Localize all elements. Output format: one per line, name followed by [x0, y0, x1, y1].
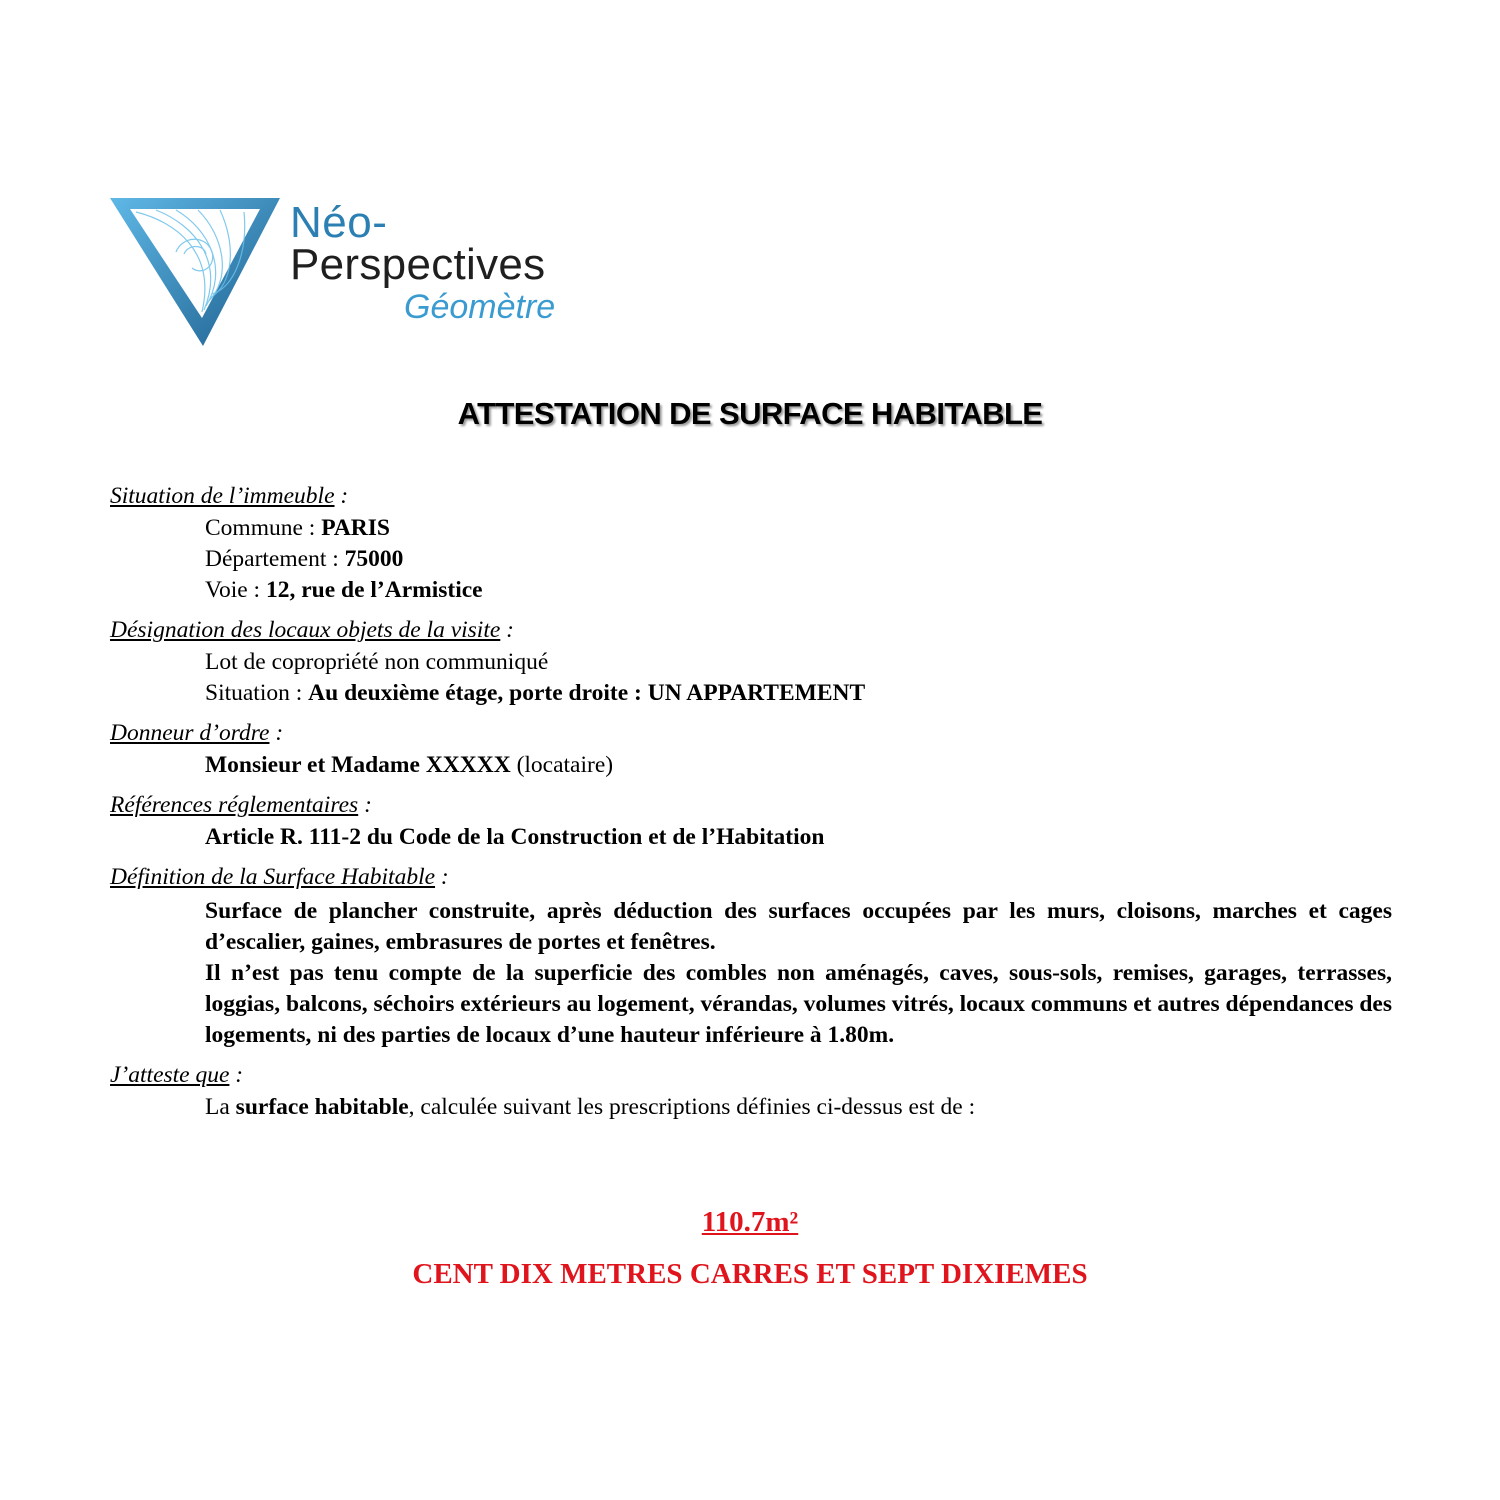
- logo-line-perspectives: Perspectives: [290, 240, 546, 289]
- lot-line: Lot de copropriété non communiqué: [205, 649, 549, 675]
- commune-value: PARIS: [321, 515, 390, 541]
- section-colon: :: [500, 617, 514, 643]
- voie-label: Voie :: [205, 577, 266, 603]
- voie-value: 12, rue de l’Armistice: [265, 577, 483, 603]
- situation-label: Situation :: [205, 680, 309, 706]
- references-value: Article R. 111-2 du Code de la Construction et de l’Habitation: [205, 824, 825, 850]
- section-colon: :: [358, 792, 372, 818]
- logo-text: [290, 200, 555, 326]
- section-definition-heading: [110, 860, 1392, 894]
- departement-label: Département :: [205, 546, 345, 572]
- section-label: Références réglementaires: [110, 792, 359, 818]
- section-attestation-heading: [110, 1058, 1392, 1092]
- section-situation-heading: [110, 479, 1392, 513]
- commune-label: Commune :: [205, 515, 322, 541]
- situation-line: [110, 678, 1392, 709]
- section-colon: :: [334, 483, 349, 509]
- departement-line: [110, 544, 1392, 575]
- section-label: Situation de l’immeuble: [110, 483, 335, 509]
- situation-value: Au deuxième étage, porte droite : UN APPARTEMENT: [308, 680, 866, 706]
- section-label: Définition de la Surface Habitable: [110, 864, 436, 890]
- donneur-role: (locataire): [510, 752, 614, 778]
- attestation-line: [110, 1092, 1392, 1123]
- section-colon: :: [229, 1062, 244, 1088]
- section-label: Désignation des locaux objets de la visite: [110, 617, 501, 643]
- surface-area-value: 110.7m²: [701, 1206, 799, 1238]
- document-body: [110, 479, 1392, 1123]
- attestation-bold: surface habitable: [235, 1094, 409, 1120]
- section-colon: :: [269, 720, 284, 746]
- commune-line: [110, 513, 1392, 544]
- triangle-swirl-logo-icon: [106, 192, 286, 352]
- section-colon: :: [435, 864, 449, 890]
- definition-paragraph-2: Il n’est pas tenu compte de la superficie des combles non aménagés, caves, sous-sols, remises, garages, terrasses, loggias, balcons, séchoirs extérieurs au logement, vérandas, volumes vitrés, locaux communs et autres dépendances des logements, ni des parties de locaux d’une hauteur inférieure à 1.80m.: [205, 960, 1392, 1048]
- departement-value: 75000: [344, 546, 404, 572]
- section-label: J’atteste que: [110, 1062, 230, 1088]
- surface-area-words: CENT DIX METRES CARRES ET SEPT DIXIEMES: [412, 1258, 1088, 1290]
- section-designation-heading: [110, 613, 1392, 647]
- definition-paragraph-1: Surface de plancher construite, après déduction des surfaces occupées par les murs, cloisons, marches et cages d’escalier, gaines, embrasures de portes et fenêtres.: [205, 898, 1392, 955]
- donneur-line: [110, 750, 1392, 781]
- logo-line-geometre: Géomètre: [404, 288, 556, 326]
- section-label: Donneur d’ordre: [110, 720, 270, 746]
- voie-line: [110, 575, 1392, 606]
- attestation-prefix: La: [205, 1094, 236, 1120]
- document-title: ATTESTATION DE SURFACE HABITABLE: [457, 396, 1043, 431]
- donneur-name: Monsieur et Madame XXXXX: [205, 752, 511, 778]
- section-references-heading: [110, 788, 1392, 822]
- company-logo: [106, 192, 586, 352]
- logo-line-neo: Néo-: [290, 198, 388, 247]
- section-donneur-heading: [110, 716, 1392, 750]
- attestation-suffix: , calculée suivant les prescriptions définies ci-dessus est de :: [408, 1094, 976, 1120]
